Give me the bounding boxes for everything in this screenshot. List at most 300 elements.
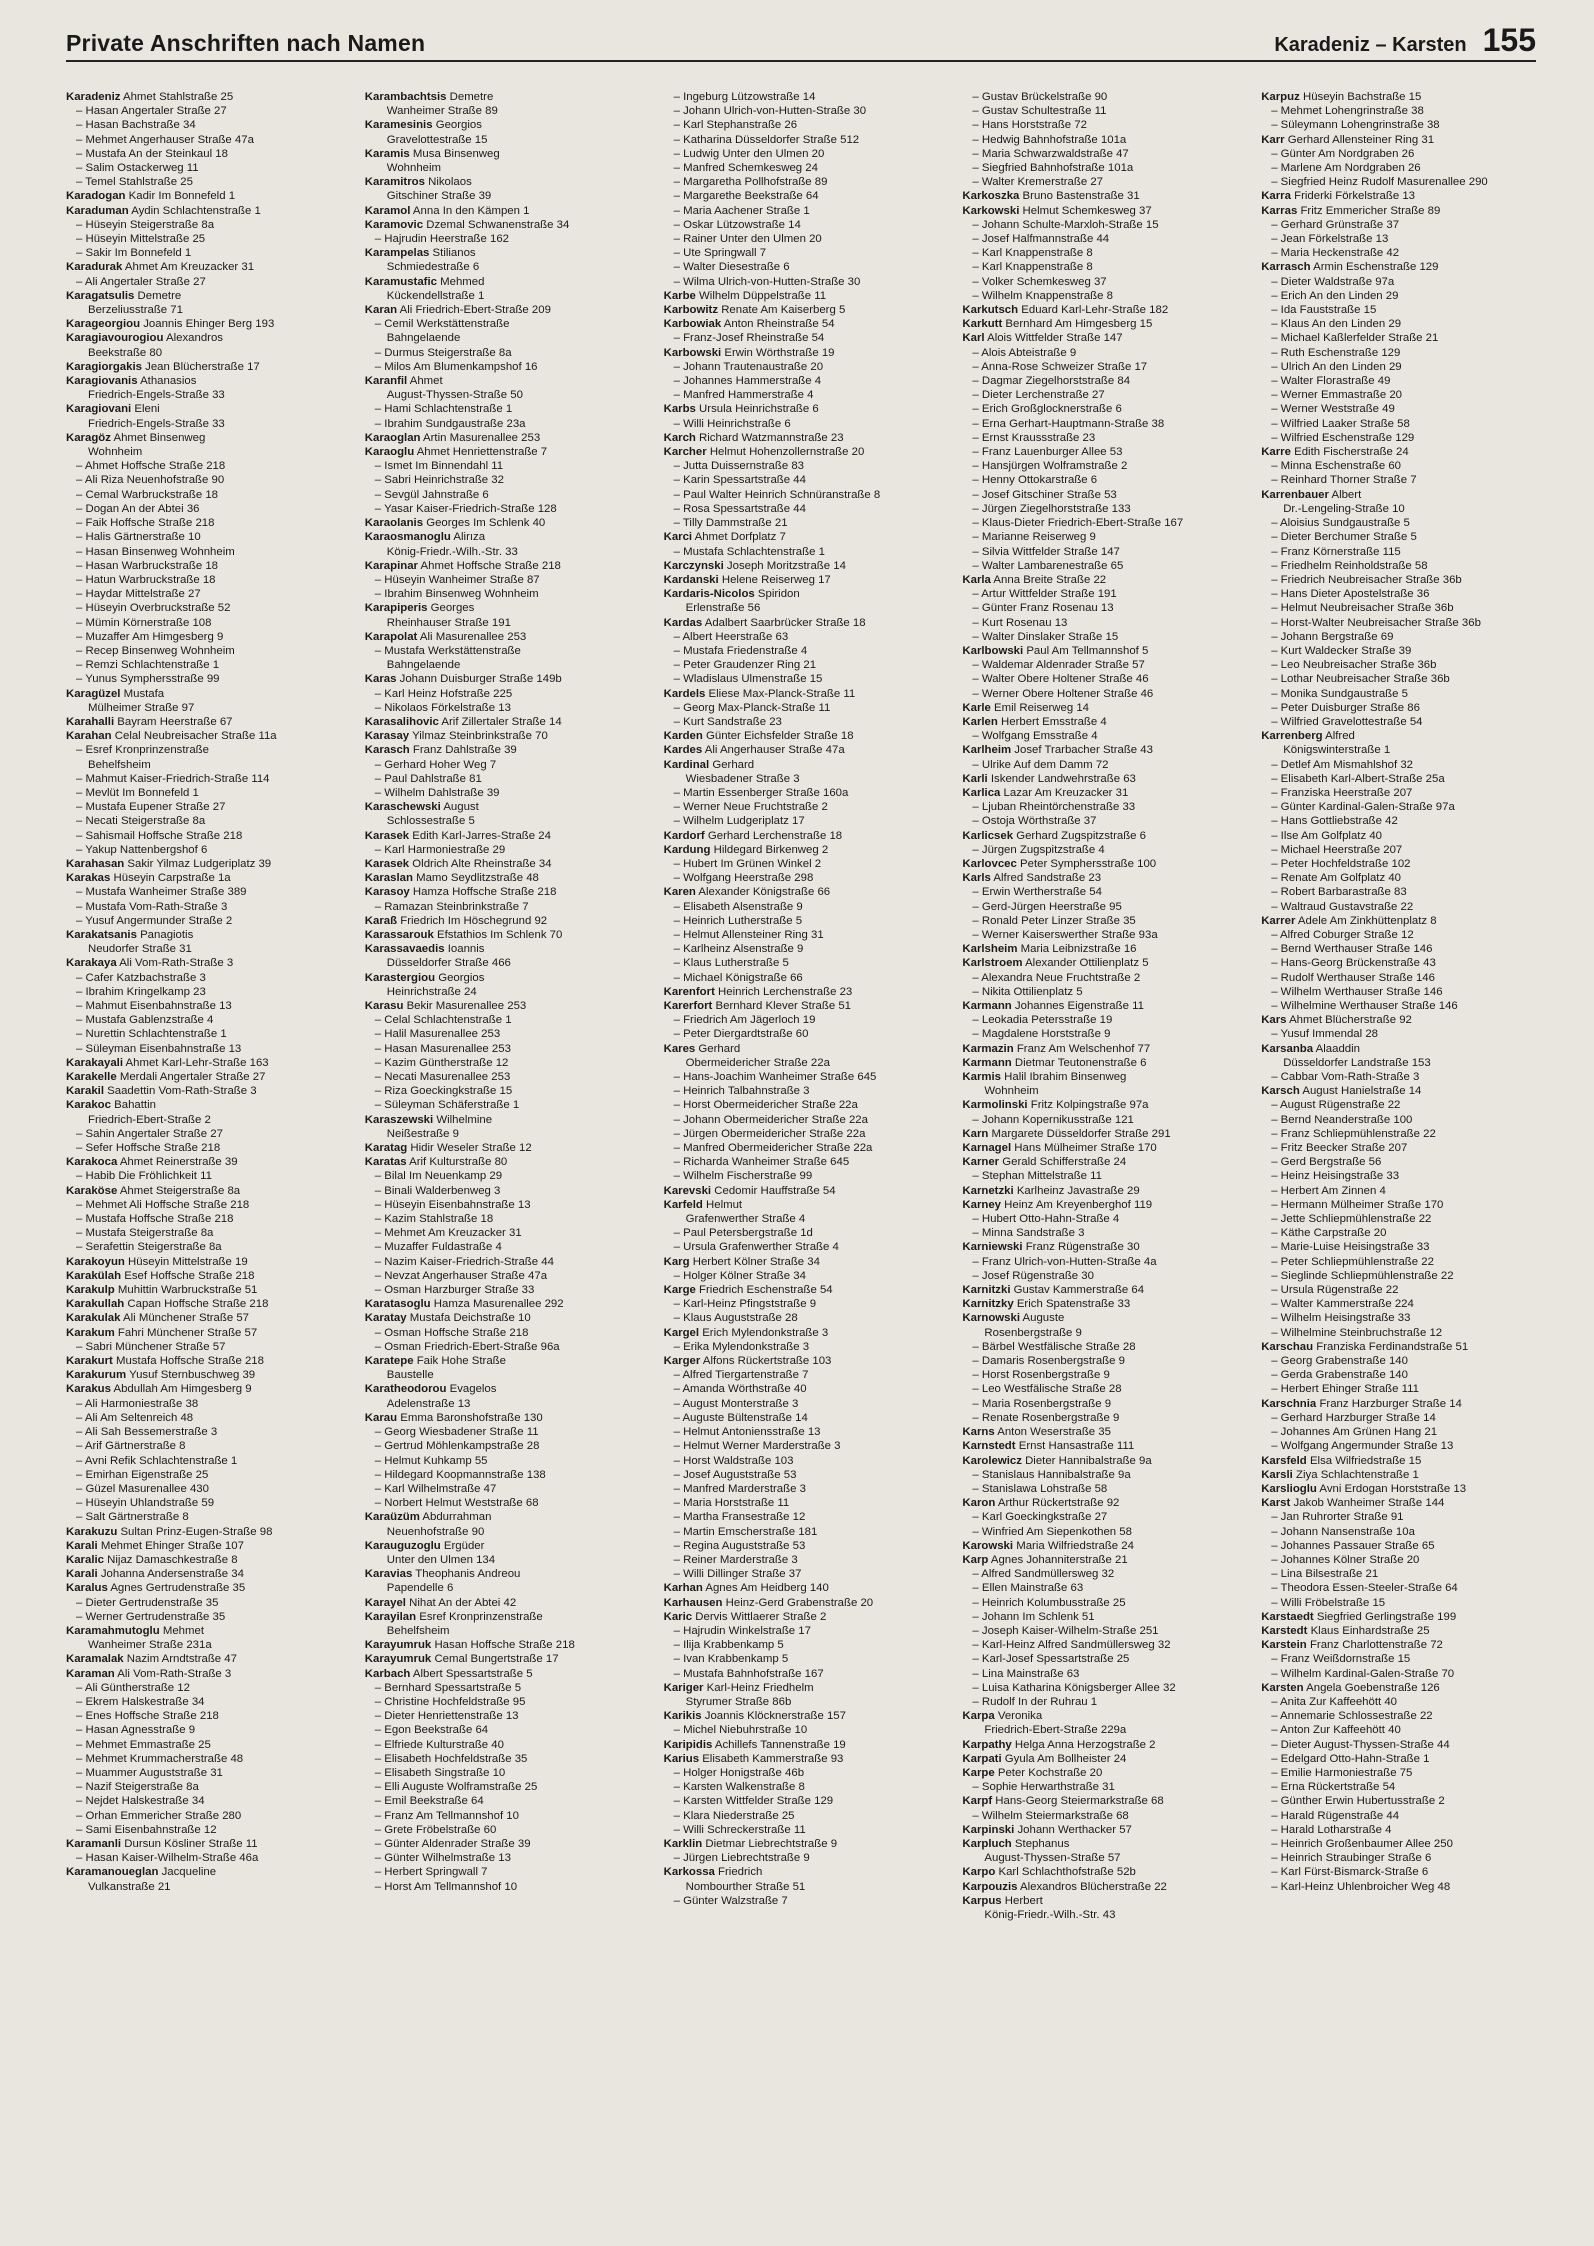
directory-entry: – Süleymann Lohengrinstraße 38 — [1271, 119, 1440, 132]
directory-entry — [962, 956, 1247, 970]
directory-entry — [365, 1382, 650, 1396]
directory-entry: – Hansjürgen Wolframstraße 2 — [972, 460, 1128, 473]
directory-entry — [365, 1311, 650, 1325]
entry-details: Elisabeth Kammerstraße 93 — [699, 1752, 844, 1765]
directory-entry: – Emil Beekstraße 64 — [374, 1795, 484, 1808]
directory-entry: – Hüseyin Mittelstraße 25 — [76, 233, 206, 246]
directory-entry — [1261, 90, 1546, 104]
entry-details: Johannes Eigenstraße 11 — [1011, 1000, 1144, 1012]
directory-entry — [66, 317, 351, 331]
entry-details: Eduard Karl-Lehr-Straße 182 — [1018, 304, 1169, 317]
entry-details: Esef Hoffsche Straße 218 — [121, 1269, 255, 1282]
directory-entry: – Hasan Warbruckstraße 18 — [76, 559, 219, 572]
directory-entry: – Klara Niederstraße 25 — [673, 1809, 795, 1822]
directory-entry: – Renate Am Golfplatz 40 — [1271, 872, 1401, 885]
directory-entry: – Siegfried Heinz Rudolf Masurenallee 290 — [1271, 176, 1488, 189]
surname: Karas — [364, 673, 397, 686]
directory-entry: Schlossestraße 5 — [386, 815, 475, 828]
directory-entry: – Ali Harmoniestraße 38 — [76, 1397, 199, 1410]
surname: Karerfort — [663, 1000, 713, 1012]
directory-entry: – Cemil Werkstättenstraße — [374, 318, 510, 331]
surname: Karbowiak — [663, 318, 722, 331]
directory-entry — [1261, 488, 1546, 502]
directory-entry: – Käthe Carpstraße 20 — [1271, 1227, 1387, 1240]
directory-entry — [962, 1311, 1247, 1325]
directory-entry — [962, 331, 1247, 345]
surname: Karney — [962, 1198, 1002, 1211]
entry-details: Elsa Wilfriedstraße 15 — [1306, 1454, 1422, 1467]
directory-entry: – Karl Fürst-Bismarck-Straße 6 — [1271, 1866, 1429, 1879]
directory-entry: – Riza Goeckingkstraße 15 — [374, 1085, 513, 1098]
directory-entry: – Avni Refik Schlachtenstraße 1 — [76, 1454, 238, 1467]
directory-entry: – Alexandra Neue Fruchtstraße 2 — [972, 971, 1141, 984]
directory-entry — [66, 928, 351, 942]
entry-details: Mehmet Ehinger Straße 107 — [97, 1539, 244, 1552]
directory-entry: – Manfred Schemkesweg 24 — [673, 162, 818, 175]
directory-entry: – Werner Kaiserswerther Straße 93a — [972, 928, 1158, 941]
page-title: Private Anschriften nach Namen — [66, 30, 426, 56]
surname: Karla — [962, 573, 991, 586]
directory-entry: – Horst Am Tellmannshof 10 — [374, 1880, 518, 1893]
directory-entry: – Hajrudin Winkelstraße 17 — [673, 1624, 811, 1637]
surname: Karlica — [962, 786, 1001, 799]
surname: Kars — [1261, 1014, 1287, 1027]
directory-entry: – Hajrudin Heerstraße 162 — [374, 233, 510, 246]
surname: Karasek — [364, 829, 410, 842]
directory-entry — [664, 758, 949, 772]
directory-entry: – Nikita Ottilienplatz 5 — [972, 985, 1083, 998]
surname: Karklin — [663, 1837, 703, 1850]
entry-details: Gerhard — [695, 1042, 741, 1055]
column-5 — [1261, 90, 1546, 2230]
surname: Karczynski — [663, 559, 724, 572]
entry-details: Achillefs Tannenstraße 19 — [712, 1738, 846, 1751]
directory-entry: – Stanislaus Hannibalstraße 9a — [972, 1468, 1131, 1481]
directory-entry: – Hasan Bachstraße 34 — [76, 119, 196, 132]
entry-details: Aydin Schlachtenstraße 1 — [128, 204, 261, 217]
entry-details: Yusuf Sternbuschweg 39 — [126, 1369, 256, 1382]
surname: Karatas — [364, 1156, 407, 1169]
directory-entry — [962, 1070, 1247, 1084]
directory-entry — [664, 1198, 949, 1212]
directory-entry — [66, 1269, 351, 1283]
directory-entry: Friedrich-Engels-Straße 33 — [88, 389, 225, 402]
directory-entry — [962, 999, 1247, 1013]
directory-entry: – Gustav Schultestraße 11 — [972, 105, 1107, 118]
directory-entry — [1261, 1624, 1546, 1638]
entry-details: Adele Am Zinkhüttenplatz 8 — [1295, 914, 1437, 927]
surname: Karpinski — [962, 1823, 1015, 1836]
directory-entry: – Helmut Neubreisacher Straße 36b — [1271, 602, 1454, 615]
entry-details: Renate Am Kaiserberg 5 — [718, 304, 846, 317]
directory-entry: – Emilie Harmoniestraße 75 — [1271, 1766, 1413, 1779]
directory-entry: – Elisabeth Alsenstraße 9 — [673, 900, 803, 913]
entry-details: Georgios — [432, 119, 482, 132]
directory-entry — [66, 1084, 351, 1098]
directory-entry: – Muzaffer Fuldastraße 4 — [374, 1241, 502, 1254]
directory-entry: Beekstraße 80 — [88, 346, 163, 359]
entry-details: Agnes Johanniterstraße 21 — [988, 1553, 1128, 1566]
directory-entry — [962, 1752, 1247, 1766]
directory-entry — [962, 1865, 1247, 1879]
entry-details: Demetre — [134, 289, 182, 302]
directory-entry: – Cafer Katzbachstraße 3 — [76, 971, 206, 984]
entry-details: Anton Rheinstraße 54 — [721, 318, 835, 331]
entry-details: Nihat An der Abtei 42 — [405, 1596, 517, 1609]
directory-entry: August-Thyssen-Straße 57 — [984, 1852, 1121, 1865]
directory-entry: – Stephan Mittelstraße 11 — [972, 1170, 1102, 1183]
directory-entry: – Werner Neue Fruchtstraße 2 — [673, 801, 828, 814]
surname: Karakoca — [66, 1156, 118, 1169]
directory-entry: – Wilhelmine Werthauser Straße 146 — [1271, 1000, 1458, 1012]
directory-entry: – Remzi Schlachtenstraße 1 — [76, 659, 220, 672]
directory-entry: – Martin Essenberger Straße 160a — [673, 786, 849, 799]
directory-entry — [1261, 133, 1546, 147]
directory-entry: – Nazim Kaiser-Friedrich-Straße 44 — [374, 1255, 554, 1268]
directory-entry: – Kurt Waldecker Straße 39 — [1271, 644, 1412, 657]
directory-entry — [962, 1553, 1247, 1567]
directory-entry — [962, 701, 1247, 715]
surname: Karpus — [962, 1894, 1002, 1907]
directory-entry — [962, 1794, 1247, 1808]
directory-entry — [962, 1766, 1247, 1780]
directory-entry: – Süleyman Eisenbahnstraße 13 — [76, 1042, 242, 1055]
directory-entry — [365, 601, 650, 615]
entry-details: Emil Reiserweg 14 — [990, 701, 1090, 714]
directory-entry: – Karl-Heinz Alfred Sandmüllersweg 32 — [972, 1639, 1171, 1652]
directory-entry: – Klaus Auguststraße 28 — [673, 1312, 798, 1325]
directory-entry: – Gerd-Jürgen Heerstraße 95 — [972, 900, 1122, 913]
surname: Karen — [663, 886, 696, 899]
directory-entry: – Hasan Binsenweg Wohnheim — [76, 545, 235, 558]
entry-details: Ahmet Binsenweg — [110, 431, 206, 444]
directory-entry: – Nurettin Schlachtenstraße 1 — [76, 1028, 227, 1041]
surname: Karakoyun — [66, 1255, 125, 1268]
entry-details: Franziska Ferdinandstraße 51 — [1313, 1340, 1469, 1353]
directory-entry: – Wilhelm Kardinal-Galen-Straße 70 — [1271, 1667, 1455, 1680]
directory-entry — [664, 346, 949, 360]
directory-entry — [962, 1738, 1247, 1752]
directory-entry: – Christine Hochfeldstraße 95 — [374, 1695, 526, 1708]
entry-details: Gerhard — [709, 758, 755, 771]
directory-entry — [365, 275, 650, 289]
directory-entry — [664, 1610, 949, 1624]
surname: Karst — [1261, 1497, 1291, 1510]
directory-entry: – Enes Hoffsche Straße 218 — [76, 1710, 219, 1723]
surname: Karstein — [1261, 1639, 1307, 1652]
surname: Karasek — [364, 857, 410, 870]
directory-entry: – Sami Eisenbahnstraße 12 — [76, 1823, 217, 1836]
directory-entry: – Güzel Masurenallee 430 — [76, 1482, 209, 1495]
directory-entry: – Kazim Güntherstraße 12 — [374, 1056, 509, 1069]
surname: Karapiperis — [364, 602, 428, 615]
entry-details: Athanasios — [137, 375, 197, 388]
entry-details: Hidir Weseler Straße 12 — [407, 1142, 532, 1155]
surname: Karatepe — [364, 1355, 414, 1368]
directory-entry: – Ulrike Auf dem Damm 72 — [972, 758, 1109, 771]
surname: Karius — [663, 1752, 700, 1765]
column-3 — [664, 90, 949, 2230]
surname: Karkutt — [962, 318, 1003, 331]
directory-entry: – Horst Waldstraße 103 — [673, 1454, 794, 1467]
entry-details: Bekir Masurenallee 253 — [403, 1000, 527, 1012]
directory-entry: – Herbert Springwall 7 — [374, 1866, 488, 1879]
directory-entry: – Sakir Im Bonnefeld 1 — [76, 247, 192, 260]
directory-entry: – Horst-Walter Neubreisacher Straße 36b — [1271, 616, 1481, 629]
entry-details: Franz Harzburger Straße 14 — [1316, 1397, 1462, 1410]
entry-details: Franz Am Welschenhof 77 — [1013, 1042, 1151, 1055]
directory-entry — [66, 1382, 351, 1396]
directory-entry: – Günter Am Nordgraben 26 — [1271, 147, 1415, 160]
entry-details: Saadettin Vom-Rath-Straße 3 — [104, 1085, 257, 1098]
entry-details: Anna In den Kämpen 1 — [410, 204, 530, 217]
directory-entry: – Lina Mainstraße 63 — [972, 1667, 1080, 1680]
entry-details: Gerald Schifferstraße 24 — [999, 1156, 1127, 1169]
entry-details: Veronika — [994, 1710, 1043, 1723]
directory-entry — [66, 1837, 351, 1851]
entry-details: Helmut Schemkesweg 37 — [1019, 204, 1152, 217]
entry-details: Herbert — [1001, 1894, 1043, 1907]
directory-entry: – Erwin Wertherstraße 54 — [972, 886, 1102, 899]
entry-details: Wilhelmine — [433, 1113, 493, 1126]
surname: Karch — [663, 431, 696, 444]
directory-entry — [664, 431, 949, 445]
directory-entry: – Reinhard Thorner Straße 7 — [1271, 474, 1417, 487]
directory-entry — [664, 317, 949, 331]
surname: Karmolinski — [962, 1099, 1028, 1112]
entry-details: Kadir Im Bonnefeld 1 — [125, 190, 236, 203]
directory-entry — [962, 829, 1247, 843]
directory-entry: – Detlef Am Mismahlshof 32 — [1271, 758, 1413, 771]
directory-entry: – Paul Walter Heinrich Schnüranstraße 8 — [673, 488, 881, 501]
directory-entry: – Sahismail Hoffsche Straße 218 — [76, 829, 243, 842]
directory-entry: Neudorfer Straße 31 — [88, 943, 192, 956]
surname: Karslioglu — [1261, 1482, 1317, 1495]
entry-details: Hamza Hoffsche Straße 218 — [409, 886, 557, 899]
directory-entry — [365, 147, 650, 161]
entry-details: Armin Eschenstraße 129 — [1310, 261, 1439, 274]
directory-entry: – Mehmet Krummacherstraße 48 — [76, 1752, 244, 1765]
directory-entry: – Albert Heerstraße 63 — [673, 630, 789, 643]
surname: Karr — [1261, 133, 1285, 146]
surname: Karlicsek — [962, 829, 1014, 842]
surname: Karatheodorou — [364, 1383, 447, 1396]
directory-entry — [66, 687, 351, 701]
surname: Karrenbauer — [1261, 488, 1329, 501]
directory-entry — [365, 1539, 650, 1553]
surname: Karowski — [962, 1539, 1014, 1552]
entry-details: Hildegard Birkenweg 2 — [710, 843, 829, 856]
directory-entry: – Hans-Joachim Wanheimer Straße 645 — [673, 1071, 877, 1084]
surname: Karambachtsis — [364, 91, 447, 103]
directory-entry: – Ursula Rügenstraße 22 — [1271, 1284, 1399, 1297]
entry-details: Friderki Förkelstraße 13 — [1290, 190, 1416, 203]
directory-entry — [1261, 1482, 1546, 1496]
directory-entry: – Marie-Luise Heisingstraße 33 — [1271, 1241, 1430, 1254]
directory-entry: – Wilfried Eschenstraße 129 — [1271, 431, 1415, 444]
directory-entry — [962, 786, 1247, 800]
entry-details: Alexandros Blücherstraße 22 — [1017, 1880, 1167, 1893]
entry-details: Theophanis Andreou — [412, 1568, 521, 1581]
directory-entry: – Waltraud Gustavstraße 22 — [1271, 900, 1414, 913]
directory-entry — [365, 218, 650, 232]
directory-entry: – Anna-Rose Schweizer Straße 17 — [972, 360, 1148, 373]
directory-entry: – Heinrich Lutherstraße 5 — [673, 914, 803, 927]
directory-entry: – Karin Spessartstraße 44 — [673, 474, 806, 487]
entry-details: Dieter Hannibalstraße 9a — [1021, 1454, 1152, 1467]
entry-details: Karlheinz Javastraße 29 — [1013, 1184, 1140, 1197]
entry-details: Mehmet — [159, 1624, 204, 1637]
surname: Karbowski — [663, 346, 722, 359]
directory-entry — [66, 1326, 351, 1340]
surname: Karamis — [364, 147, 410, 160]
entry-details: Ahmet Stahlstraße 25 — [120, 91, 234, 103]
entry-details: Günter Eichsfelder Straße 18 — [702, 730, 854, 743]
directory-entry: – Milos Am Blumenkampshof 16 — [374, 360, 538, 373]
entry-details: Ahmet Henriettenstraße 7 — [414, 446, 548, 459]
directory-entry: – Leo Westfälische Straße 28 — [972, 1383, 1122, 1396]
entry-details: Ioannis — [444, 943, 485, 956]
directory-entry: – Johannes Hammerstraße 4 — [673, 375, 822, 388]
entry-details: Hüseyin Carpstraße 1a — [110, 872, 231, 885]
entry-details: Avni Erdogan Horststraße 13 — [1316, 1482, 1467, 1495]
entry-details: Agnes Am Heidberg 140 — [702, 1582, 829, 1595]
surname: Karre — [1261, 446, 1291, 459]
surname: Karatasoglu — [364, 1298, 431, 1311]
directory-entry: – Walter Kammerstraße 224 — [1271, 1298, 1414, 1311]
directory-entry — [962, 573, 1247, 587]
directory-entry: – Monika Sundgaustraße 5 — [1271, 687, 1408, 700]
directory-entry: – Mustafa Friedenstraße 4 — [673, 644, 808, 657]
entry-details: Helga Anna Herzogstraße 2 — [1011, 1738, 1156, 1751]
surname: Karakülah — [66, 1269, 122, 1282]
directory-entry — [962, 857, 1247, 871]
directory-entry: – Johannes Kölner Straße 20 — [1271, 1553, 1420, 1566]
entry-details: Johann Werthacker 57 — [1014, 1823, 1132, 1836]
directory-entry: – Wilhelm Steiermarkstraße 68 — [972, 1809, 1129, 1822]
directory-entry: – Anita Zur Kaffeehött 40 — [1271, 1695, 1397, 1708]
surname: Karge — [663, 1284, 696, 1297]
surname: Karaschewski — [364, 801, 441, 814]
surname: Karlovcec — [962, 857, 1017, 870]
entry-details: Karl Schlachthofstraße 52b — [995, 1866, 1136, 1879]
directory-entry: – Sevgül Jahnstraße 6 — [374, 488, 489, 501]
surname: Karon — [962, 1497, 996, 1510]
entry-details: Lazar Am Kreuzacker 31 — [1000, 786, 1129, 799]
directory-entry: – Franz Schliepmühlenstraße 22 — [1271, 1127, 1436, 1140]
surname: Karci — [663, 531, 693, 544]
directory-entry: – Bernd Werthauser Straße 146 — [1271, 943, 1433, 956]
surname: Karamitros — [364, 176, 425, 189]
directory-entry — [365, 516, 650, 530]
directory-entry — [365, 204, 650, 218]
directory-entry — [962, 1425, 1247, 1439]
directory-columns — [66, 90, 1546, 2230]
directory-entry: – Ronald Peter Linzer Straße 35 — [972, 914, 1136, 927]
surname: Karipidis — [663, 1738, 713, 1751]
directory-entry — [664, 1354, 949, 1368]
directory-entry: – Hans Dieter Apostelstraße 36 — [1271, 588, 1430, 601]
directory-entry — [66, 1184, 351, 1198]
surname: Karnitzky — [962, 1298, 1014, 1311]
directory-entry: – Necati Steigerstraße 8a — [76, 815, 206, 828]
surname: Karger — [663, 1355, 701, 1368]
entry-details: Stilianos — [429, 247, 476, 260]
directory-entry: – Johann Schulte-Marxloh-Straße 15 — [972, 218, 1159, 231]
directory-entry: – Ahmet Hoffsche Straße 218 — [76, 460, 226, 473]
directory-entry — [365, 1354, 650, 1368]
directory-entry: Rheinhauser Straße 191 — [386, 616, 511, 629]
directory-entry: – Osman Friedrich-Ebert-Straße 96a — [374, 1340, 560, 1353]
directory-entry — [962, 1056, 1247, 1070]
entry-details: August — [440, 801, 479, 814]
surname: Karagöz — [66, 431, 111, 444]
directory-entry: Wanheimer Straße 89 — [386, 105, 498, 118]
directory-entry — [664, 829, 949, 843]
directory-entry: – Klaus Lutherstraße 5 — [673, 957, 789, 970]
directory-entry — [66, 857, 351, 871]
directory-entry: – Ali Sah Bessemerstraße 3 — [76, 1426, 218, 1439]
entry-details: Ahmet Steigerstraße 8a — [117, 1184, 241, 1197]
surname: Karg — [663, 1255, 690, 1268]
page-number: 155 — [1482, 22, 1536, 58]
directory-entry: – Manfred Obermeidericher Straße 22a — [673, 1142, 873, 1155]
directory-entry: – Friedrich Am Jägerloch 19 — [673, 1014, 816, 1027]
entry-details: Eliese Max-Planck-Straße 11 — [705, 687, 856, 700]
surname: Karassarouk — [364, 928, 434, 941]
surname: Karahan — [66, 730, 112, 743]
directory-entry — [365, 1297, 650, 1311]
directory-entry: – Wilma Ulrich-von-Hutten-Straße 30 — [673, 275, 861, 288]
entry-details: Hüseyin Bachstraße 15 — [1299, 91, 1422, 103]
directory-entry: – Johann Kopernikusstraße 121 — [972, 1113, 1134, 1126]
directory-entry: – Karl Wilhelmstraße 47 — [374, 1482, 497, 1495]
directory-entry — [66, 189, 351, 203]
directory-entry — [365, 1155, 650, 1169]
directory-entry: – Werner Emmastraße 20 — [1271, 389, 1403, 402]
directory-entry: – Maria Rosenbergstraße 9 — [972, 1397, 1112, 1410]
directory-entry: – Johannes Am Grünen Hang 21 — [1271, 1426, 1438, 1439]
entry-details: Angela Goebenstraße 126 — [1303, 1681, 1440, 1694]
directory-entry: – Karsten Wittfelder Straße 129 — [673, 1795, 834, 1808]
directory-entry: – Herbert Ehinger Straße 111 — [1271, 1383, 1419, 1396]
directory-entry: – Maria Schwarzwaldstraße 47 — [972, 147, 1129, 160]
directory-entry — [962, 1454, 1247, 1468]
entry-details: Ahmet Dorfplatz 7 — [692, 531, 786, 544]
directory-entry: – Mustafa Steigerstraße 8a — [76, 1227, 214, 1240]
directory-entry: – Annemarie Schlossestraße 22 — [1271, 1710, 1433, 1723]
directory-entry: Behelfsheim — [386, 1624, 450, 1637]
directory-entry: – Mevlüt Im Bonnefeld 1 — [76, 786, 199, 799]
surname: Karalus — [66, 1582, 108, 1595]
entry-details: Franz Dahlstraße 39 — [409, 744, 517, 757]
directory-entry: – Ulrich An den Linden 29 — [1271, 360, 1402, 373]
entry-details: Musa Binsenweg — [409, 147, 500, 160]
surname: Karapinar — [364, 559, 418, 572]
directory-entry: – Celal Schlachtenstraße 1 — [374, 1014, 512, 1027]
directory-entry: Wanheimer Straße 231a — [88, 1639, 212, 1652]
directory-entry: – Oskar Lützowstraße 14 — [673, 218, 801, 231]
entry-details: Erich Mylendonkstraße 3 — [699, 1326, 829, 1339]
directory-entry — [1261, 260, 1546, 274]
directory-entry — [664, 289, 949, 303]
directory-entry: – Johann Obermeidericher Straße 22a — [673, 1113, 868, 1126]
entry-details: Ziya Schlachtenstraße 1 — [1292, 1468, 1419, 1481]
directory-entry — [1261, 1638, 1546, 1652]
directory-entry: – Martha Fransestraße 12 — [673, 1511, 806, 1524]
entry-details: Hans Mülheimer Straße 170 — [1011, 1142, 1157, 1155]
surname: Karadogan — [66, 190, 126, 203]
